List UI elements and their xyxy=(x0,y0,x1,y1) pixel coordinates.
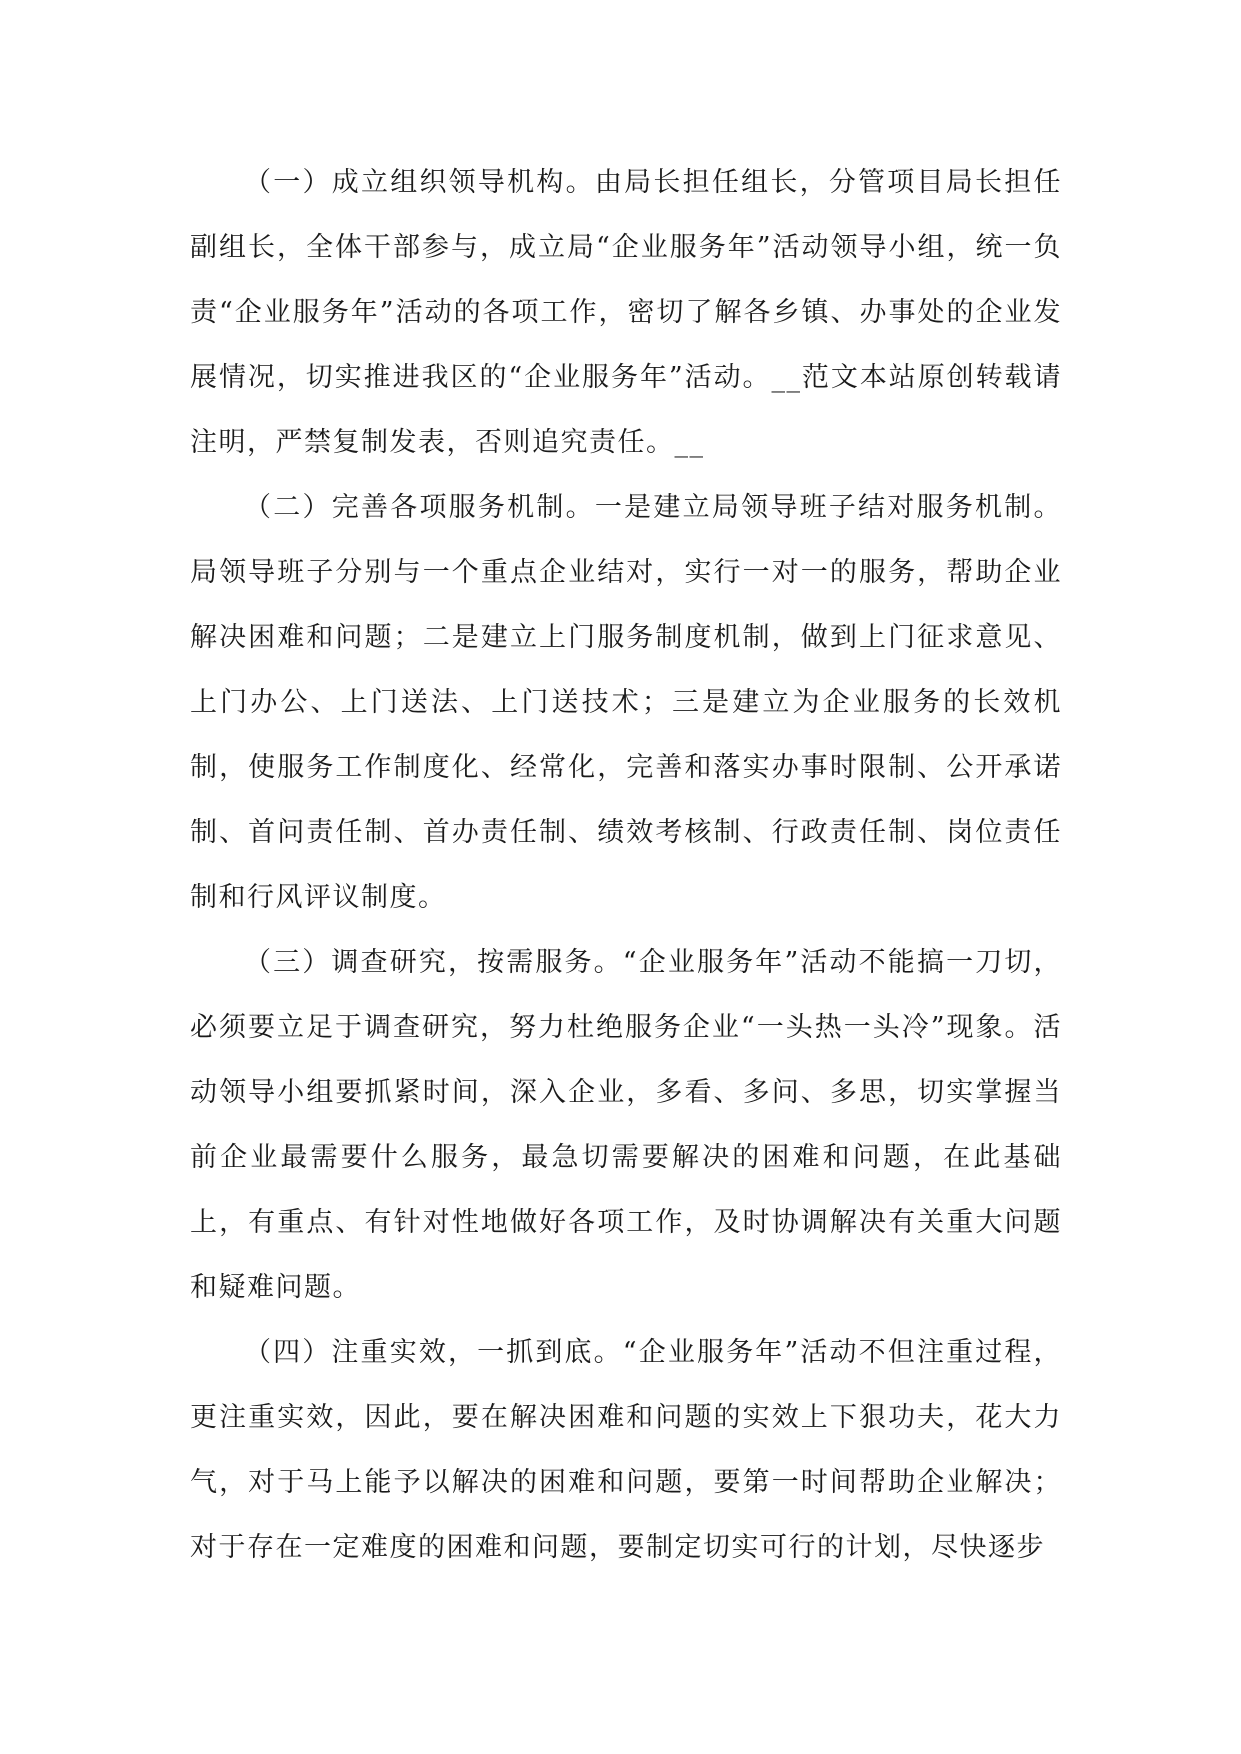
paragraph-2: （二）完善各项服务机制。一是建立局领导班子结对服务机制。局领导班子分别与一个重点企业结对，实行一对一的服务，帮助企业解决困难和问题；二是建立上门服务制度机制，做到上门征求意见、上门办公、上门送法、上门送技术；三是建立为企业服务的长效机制，使服务工作制度化、经常化，完善和落实办事时限制、公开承诺制、首问责任制、首办责任制、绩效考核制、行政责任制、岗位责任制和行风评议制度。 xyxy=(190,492,1062,913)
paragraph-3: （三）调查研究，按需服务。“企业服务年”活动不能搞一刀切，必须要立足于调查研究，努力杜绝服务企业“一头热一头冷”现象。活动领导小组要抓紧时间，深入企业，多看、多问、多思，切实掌握当前企业最需要什么服务，最急切需要解决的困难和问题，在此基础上，有重点、有针对性地做好各项工作，及时协调解决有关重大问题和疑难问题。 xyxy=(190,947,1062,1303)
document-body xyxy=(190,150,1062,1580)
paragraph-4: （四）注重实效，一抓到底。“企业服务年”活动不但注重过程，更注重实效，因此，要在解决困难和问题的实效上下狠功夫，花大力气，对于马上能予以解决的困难和问题，要第一时间帮助企业解决；对于存在一定难度的困难和问题，要制定切实可行的计划，尽快逐步 xyxy=(190,1337,1062,1563)
paragraph-1: （一）成立组织领导机构。由局长担任组长，分管项目局长担任副组长，全体干部参与，成立局“企业服务年”活动领导小组，统一负责“企业服务年”活动的各项工作，密切了解各乡镇、办事处的企业发展情况，切实推进我区的“企业服务年”活动。__范文本站原创转载请注明，严禁复制发表，否则追究责任。__ xyxy=(190,167,1062,458)
